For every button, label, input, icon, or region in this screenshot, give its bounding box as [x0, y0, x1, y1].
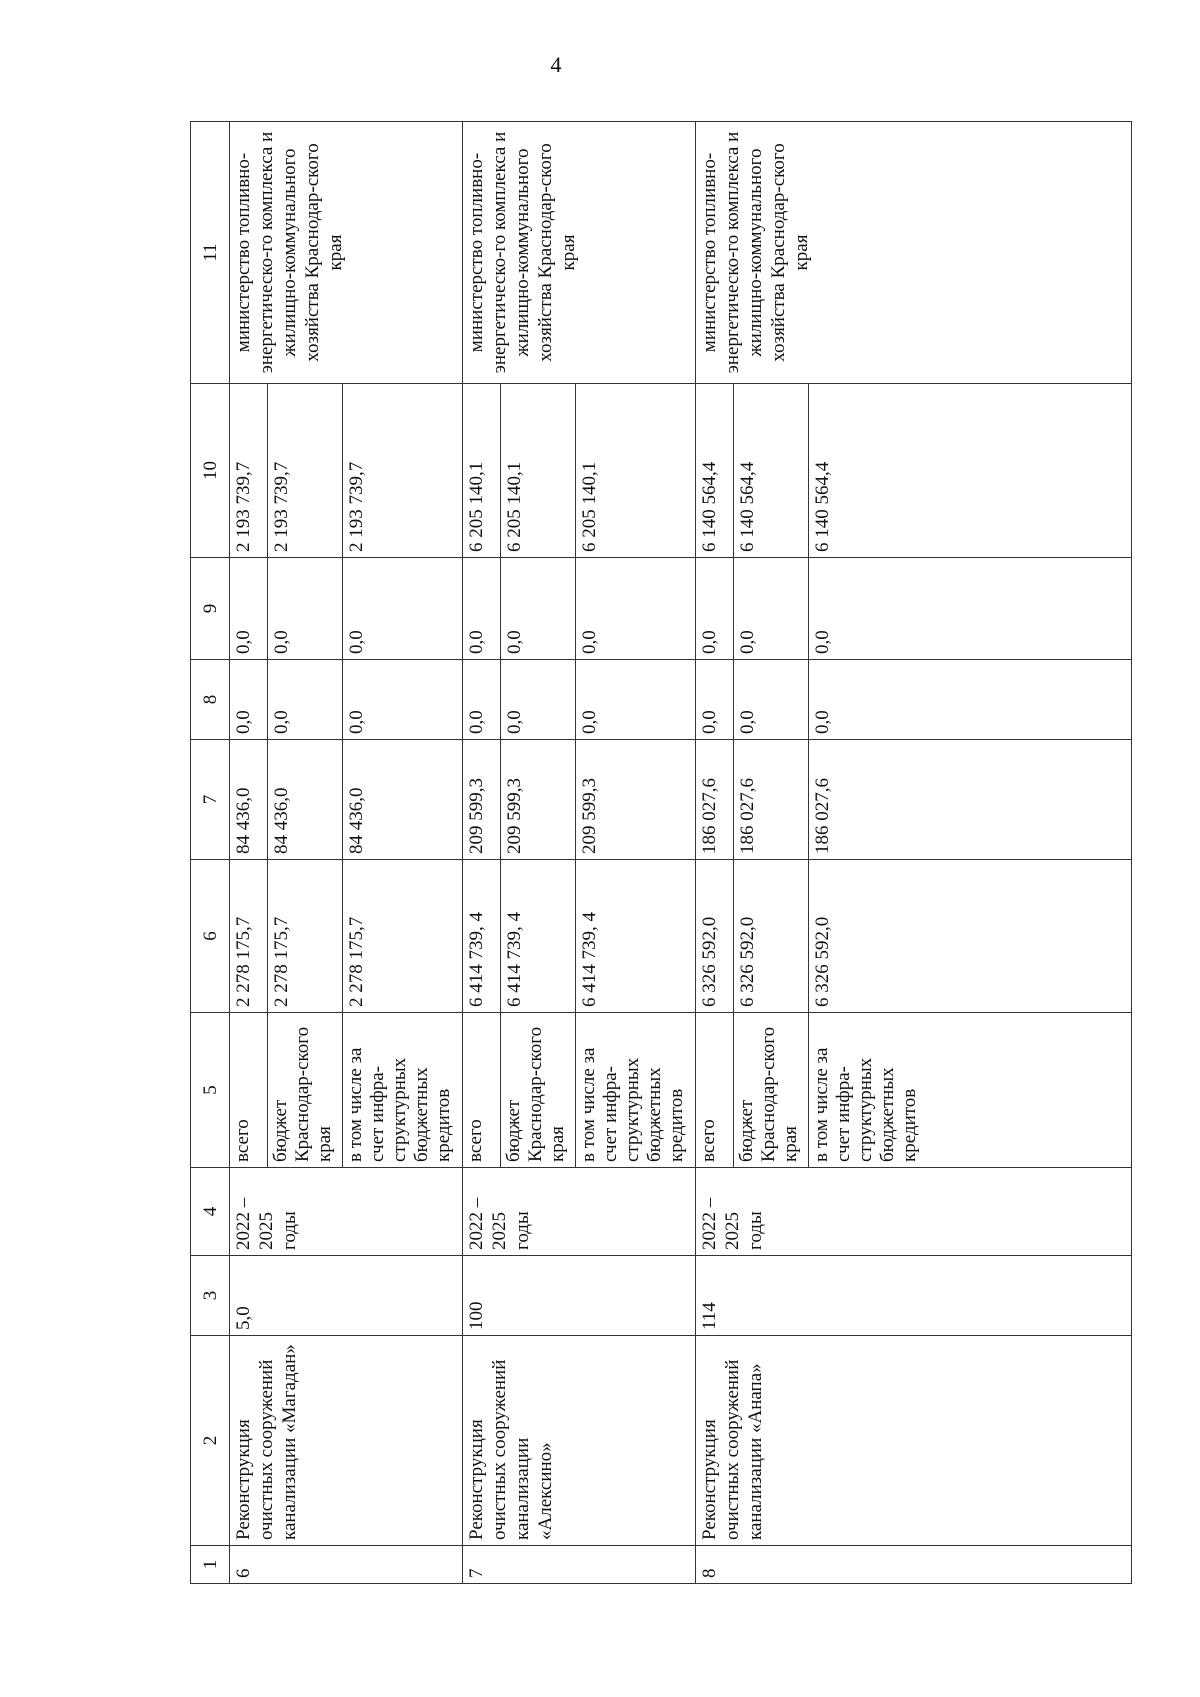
object-name: Реконструкция очистных сооружений канализации «Анапа»: [696, 1336, 1132, 1546]
row-number: 6: [230, 1546, 463, 1584]
object-name: Реконструкция очистных сооружений канализации «Алексино»: [463, 1336, 696, 1546]
value-col9: 0,0: [734, 558, 809, 660]
period: 2022 – 2025 годы: [696, 1168, 1132, 1256]
capacity: 5,0: [230, 1256, 463, 1336]
table-row: [696, 122, 734, 1584]
value-col10: 6 140 564,4: [809, 384, 1132, 558]
value-col7: 186 027,6: [696, 740, 734, 860]
value-col10: 6 140 564,4: [696, 384, 734, 558]
value-col6: 6 414 739, 4: [501, 860, 576, 1013]
header-cell: 4: [191, 1168, 230, 1256]
value-col8: 0,0: [463, 660, 501, 740]
value-col10: 6 205 140,1: [501, 384, 576, 558]
executor: министерство топливно-энергетическо-го комплекса и жилищно-коммунального хозяйства Краснодар-ского края: [696, 122, 1132, 384]
value-col6: 6 414 739, 4: [576, 860, 696, 1013]
header-cell: 8: [191, 660, 230, 740]
funding-source: в том числе за счет инфра-структурных бюджетных кредитов: [576, 1013, 696, 1168]
page-number: 4: [550, 52, 562, 77]
funding-source: в том числе за счет инфра-структурных бюджетных кредитов: [809, 1013, 1132, 1168]
funding-source: бюджет Краснодар-ского края: [734, 1013, 809, 1168]
capacity: 114: [696, 1256, 1132, 1336]
value-col10: 6 205 140,1: [576, 384, 696, 558]
value-col6: 2 278 175,7: [268, 860, 343, 1013]
value-col7: 186 027,6: [809, 740, 1132, 860]
value-col10: 6 140 564,4: [734, 384, 809, 558]
value-col8: 0,0: [343, 660, 463, 740]
value-col6: 6 414 739, 4: [463, 860, 501, 1013]
row-number: 7: [463, 1546, 696, 1584]
header-cell: 1: [191, 1546, 230, 1584]
header-cell: 2: [191, 1336, 230, 1546]
value-col6: 6 326 592,0: [734, 860, 809, 1013]
value-col7: 209 599,3: [463, 740, 501, 860]
value-col6: 2 278 175,7: [230, 860, 268, 1013]
table-row: [230, 122, 268, 1584]
capacity: 100: [463, 1256, 696, 1336]
object-name: Реконструкция очистных сооружений канализации «Магадан»: [230, 1336, 463, 1546]
header-cell: 9: [191, 558, 230, 660]
funding-source: всего: [230, 1013, 268, 1168]
value-col8: 0,0: [809, 660, 1132, 740]
value-col8: 0,0: [734, 660, 809, 740]
value-col7: 84 436,0: [268, 740, 343, 860]
table-row: [463, 122, 501, 1584]
value-col10: 2 193 739,7: [268, 384, 343, 558]
value-col9: 0,0: [268, 558, 343, 660]
value-col9: 0,0: [230, 558, 268, 660]
funding-source: бюджет Краснодар-ского края: [501, 1013, 576, 1168]
program-table: [190, 121, 1132, 1584]
value-col7: 209 599,3: [501, 740, 576, 860]
value-col8: 0,0: [501, 660, 576, 740]
period: 2022 – 2025 годы: [463, 1168, 696, 1256]
value-col8: 0,0: [230, 660, 268, 740]
value-col9: 0,0: [463, 558, 501, 660]
header-cell: 3: [191, 1256, 230, 1336]
value-col7: 186 027,6: [734, 740, 809, 860]
header-cell: 10: [191, 384, 230, 558]
funding-source: в том числе за счет инфра-структурных бюджетных кредитов: [343, 1013, 463, 1168]
value-col10: 2 193 739,7: [230, 384, 268, 558]
value-col9: 0,0: [809, 558, 1132, 660]
funding-source: всего: [463, 1013, 501, 1168]
funding-source: бюджет Краснодар-ского края: [268, 1013, 343, 1168]
value-col6: 6 326 592,0: [696, 860, 734, 1013]
value-col8: 0,0: [696, 660, 734, 740]
value-col9: 0,0: [501, 558, 576, 660]
funding-source: всего: [696, 1013, 734, 1168]
value-col9: 0,0: [576, 558, 696, 660]
value-col7: 84 436,0: [343, 740, 463, 860]
value-col7: 84 436,0: [230, 740, 268, 860]
header-cell: 7: [191, 740, 230, 860]
rotated-table-container: [190, 122, 1132, 1584]
value-col6: 2 278 175,7: [343, 860, 463, 1013]
value-col9: 0,0: [696, 558, 734, 660]
value-col10: 2 193 739,7: [343, 384, 463, 558]
value-col8: 0,0: [268, 660, 343, 740]
row-number: 8: [696, 1546, 1132, 1584]
header-cell: 6: [191, 860, 230, 1013]
header-cell: 5: [191, 1013, 230, 1168]
value-col8: 0,0: [576, 660, 696, 740]
value-col9: 0,0: [343, 558, 463, 660]
value-col10: 6 205 140,1: [463, 384, 501, 558]
value-col6: 6 326 592,0: [809, 860, 1132, 1013]
header-cell: 11: [191, 122, 230, 384]
period: 2022 – 2025 годы: [230, 1168, 463, 1256]
header-row: [191, 122, 230, 1584]
executor: министерство топливно-энергетическо-го комплекса и жилищно-коммунального хозяйства Краснодар-ского края: [463, 122, 696, 384]
executor: министерство топливно-энергетическо-го комплекса и жилищно-коммунального хозяйства Краснодар-ского края: [230, 122, 463, 384]
value-col7: 209 599,3: [576, 740, 696, 860]
